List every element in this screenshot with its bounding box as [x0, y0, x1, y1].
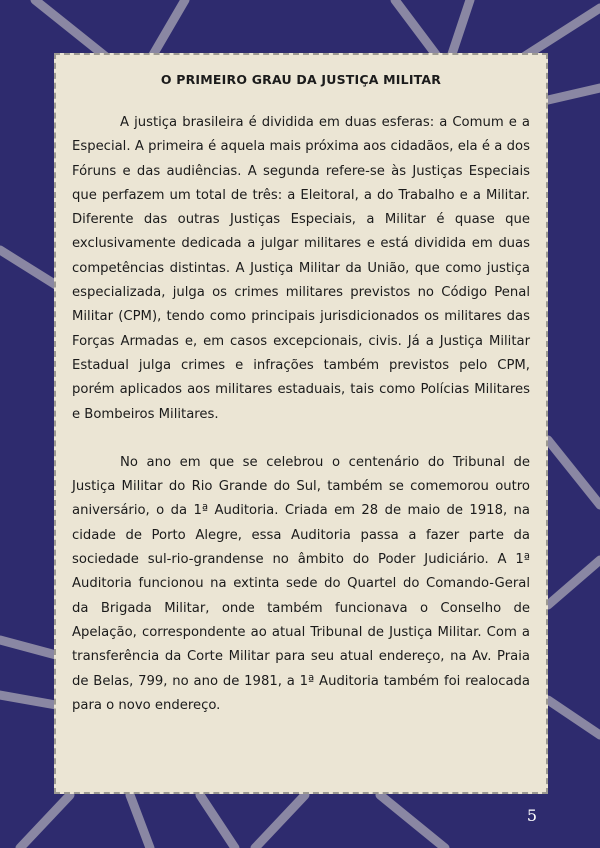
background-line: [0, 640, 56, 655]
background-line: [255, 795, 305, 848]
background-line: [130, 795, 150, 848]
text-card: [54, 53, 548, 794]
paragraph-1: A justiça brasileira é dividida em duas esferas: a Comum e a Especial. A primeira é aquela mais próxima aos cidadãos, ela é a dos Fóruns e das audiências. A segunda refere-se às Justiças Especiais que perfazem um total de três: a Eleitoral, a do Trabalho e a Militar. Diferente das outras Justiças Especiais, a Militar é quase que exclusivamente dedicada a julgar militares e está dividida em duas competências distintas. A Justiça Militar da União, que como justiça especializada, julga os crimes militares previstos no Código Penal Militar (CPM), tendo como principais jurisdicionados os militares das Forças Armadas e, em casos excepcionais, civis. Já a Justiça Militar Estadual julga crimes e infrações também previstos pelo CPM, porém aplicados aos militares estaduais, tais como Polícias Militares e Bombeiros Militares.: [72, 115, 530, 422]
background-line: [380, 795, 445, 848]
background-line: [395, 0, 440, 60]
background-line: [200, 795, 235, 848]
background-line: [548, 560, 600, 605]
background-line: [525, 8, 600, 56]
background-line: [35, 0, 110, 60]
background-line: [0, 250, 56, 285]
background-line: [20, 795, 70, 848]
page-number: 5: [526, 806, 538, 825]
background-line: [0, 695, 56, 705]
background-line: [548, 700, 600, 735]
page-title: O PRIMEIRO GRAU DA JUSTIÇA MILITAR: [160, 72, 442, 87]
background-line: [548, 88, 600, 100]
background-line: [548, 440, 600, 505]
background-line: [450, 0, 470, 60]
paragraph-2: No ano em que se celebrou o centenário do Tribunal de Justiça Militar do Rio Grande do Sul, também se comemorou outro aniversário, o da 1ª Auditoria. Criada em 28 de maio de 1918, na cidade de Porto Alegre, essa Auditoria passa a fazer parte da sociedade sul-rio-grandense no âmbito do Poder Judiciário. A 1ª Auditoria funcionou na extinta sede do Quartel do Comando-Geral da Brigada Militar, onde também funcionava o Conselho de Apelação, correspondente ao atual Tribunal de Justiça Militar. Com a transferência da Corte Militar para seu atual endereço, na Av. Praia de Belas, 799, no ano de 1981, a 1ª Auditoria também foi realocada para o novo endereço.: [72, 454, 530, 713]
background-line: [150, 0, 185, 60]
